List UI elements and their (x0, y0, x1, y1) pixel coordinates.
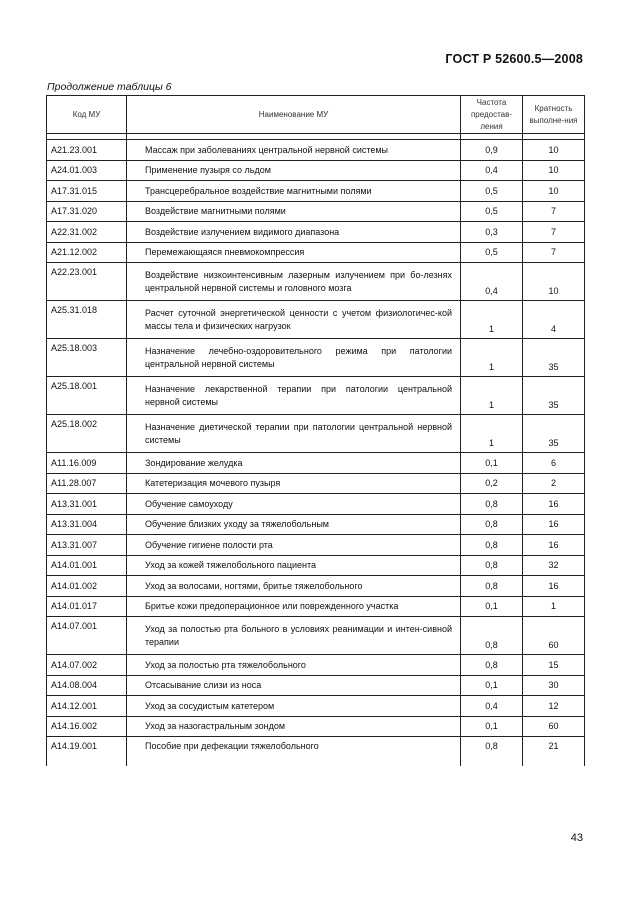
multiplicity-value: 7 (523, 222, 585, 243)
service-name: Обучение близких уходу за тяжелобольным (127, 514, 461, 535)
multiplicity-value: 10 (523, 140, 585, 161)
service-code: A24.01.003 (47, 160, 127, 181)
frequency-value: 0,5 (461, 181, 523, 202)
service-code: A13.31.001 (47, 494, 127, 515)
service-name: Массаж при заболеваниях центральной нервной системы (127, 140, 461, 161)
frequency-value: 0,1 (461, 716, 523, 737)
service-name: Бритье кожи предоперационное или поврежденного участка (127, 596, 461, 617)
standard-designation: ГОСТ Р 52600.5—2008 (445, 52, 583, 66)
frequency-value: 0,8 (461, 576, 523, 597)
table-caption: Продолжение таблицы 6 (47, 81, 172, 93)
multiplicity-value: 32 (523, 555, 585, 576)
multiplicity-value: 16 (523, 514, 585, 535)
multiplicity-value: 35 (523, 377, 585, 415)
service-code: A14.12.001 (47, 696, 127, 717)
frequency-value: 0,9 (461, 140, 523, 161)
service-name: Назначение диетической терапии при патологии центральной нервной системы (127, 415, 461, 453)
service-code: A11.16.009 (47, 453, 127, 474)
table-row (47, 140, 585, 161)
frequency-value: 0,8 (461, 737, 523, 767)
table-row (47, 514, 585, 535)
frequency-value: 0,8 (461, 655, 523, 676)
service-name: Зондирование желудка (127, 453, 461, 474)
multiplicity-value: 30 (523, 675, 585, 696)
service-name: Назначение лекарственной терапии при патологии центральной нервной системы (127, 377, 461, 415)
service-code: A14.01.002 (47, 576, 127, 597)
table-row (47, 596, 585, 617)
service-code: A13.31.004 (47, 514, 127, 535)
multiplicity-value: 6 (523, 453, 585, 474)
frequency-value: 0,8 (461, 555, 523, 576)
service-name: Уход за сосудистым катетером (127, 696, 461, 717)
service-code: A25.31.018 (47, 301, 127, 339)
multiplicity-value: 7 (523, 201, 585, 222)
multiplicity-value: 60 (523, 716, 585, 737)
table-row (47, 535, 585, 556)
frequency-value: 0,5 (461, 201, 523, 222)
service-name: Трансцеребральное воздействие магнитными полями (127, 181, 461, 202)
service-name: Перемежающаяся пневмокомпрессия (127, 242, 461, 263)
service-name: Воздействие излучением видимого диапазона (127, 222, 461, 243)
service-code: A14.01.017 (47, 596, 127, 617)
frequency-value: 1 (461, 415, 523, 453)
multiplicity-value: 15 (523, 655, 585, 676)
table-row (47, 201, 585, 222)
service-code: A14.16.002 (47, 716, 127, 737)
frequency-value: 0,4 (461, 696, 523, 717)
multiplicity-value: 21 (523, 737, 585, 767)
frequency-value: 0,8 (461, 494, 523, 515)
table-row (47, 617, 585, 655)
service-name: Обучение гигиене полости рта (127, 535, 461, 556)
multiplicity-value: 2 (523, 473, 585, 494)
multiplicity-value: 7 (523, 242, 585, 263)
service-name: Воздействие низкоинтенсивным лазерным излучением при бо-лезнях центральной нервной системы и головного мозга (127, 263, 461, 301)
service-code: A25.18.002 (47, 415, 127, 453)
frequency-value: 0,3 (461, 222, 523, 243)
table-row (47, 655, 585, 676)
frequency-value: 0,8 (461, 535, 523, 556)
table-row (47, 160, 585, 181)
frequency-value: 0,1 (461, 453, 523, 474)
service-code: A14.07.001 (47, 617, 127, 655)
multiplicity-value: 35 (523, 415, 585, 453)
service-name: Расчет суточной энергетической ценности с учетом физиологичес-кой массы тела и физических нагрузок (127, 301, 461, 339)
multiplicity-value: 12 (523, 696, 585, 717)
service-code: A22.23.001 (47, 263, 127, 301)
page-number: 43 (570, 832, 583, 844)
frequency-value: 1 (461, 339, 523, 377)
service-code: A21.23.001 (47, 140, 127, 161)
multiplicity-value: 10 (523, 263, 585, 301)
service-code: A25.18.001 (47, 377, 127, 415)
service-code: A17.31.020 (47, 201, 127, 222)
table-row (47, 576, 585, 597)
service-code: A14.07.002 (47, 655, 127, 676)
service-code: A14.19.001 (47, 737, 127, 767)
table-row (47, 377, 585, 415)
table-row (47, 301, 585, 339)
service-name: Отсасывание слизи из носа (127, 675, 461, 696)
table-row (47, 242, 585, 263)
frequency-value: 0,2 (461, 473, 523, 494)
multiplicity-value: 60 (523, 617, 585, 655)
multiplicity-value: 1 (523, 596, 585, 617)
service-name: Обучение самоуходу (127, 494, 461, 515)
service-code: A17.31.015 (47, 181, 127, 202)
service-code: A21.12.002 (47, 242, 127, 263)
table-row (47, 696, 585, 717)
service-code: A25.18.003 (47, 339, 127, 377)
table-row (47, 263, 585, 301)
service-name: Катетеризация мочевого пузыря (127, 473, 461, 494)
multiplicity-value: 35 (523, 339, 585, 377)
frequency-value: 0,8 (461, 617, 523, 655)
frequency-value: 0,1 (461, 596, 523, 617)
column-header-code: Код МУ (47, 96, 127, 134)
service-name: Уход за волосами, ногтями, бритье тяжелобольного (127, 576, 461, 597)
table-row (47, 339, 585, 377)
table-row (47, 716, 585, 737)
column-header-name: Наименование МУ (127, 96, 461, 134)
table-row (47, 675, 585, 696)
service-name: Пособие при дефекации тяжелобольного (127, 737, 461, 767)
table-row (47, 222, 585, 243)
table-body (47, 134, 585, 767)
service-name: Уход за кожей тяжелобольного пациента (127, 555, 461, 576)
table-row (47, 555, 585, 576)
multiplicity-value: 16 (523, 535, 585, 556)
frequency-value: 0,1 (461, 675, 523, 696)
services-table (46, 95, 585, 766)
service-name: Применение пузыря со льдом (127, 160, 461, 181)
table-row (47, 415, 585, 453)
multiplicity-value: 16 (523, 494, 585, 515)
service-name: Назначение лечебно-оздоровительного режима при патологии центральной нервной системы (127, 339, 461, 377)
multiplicity-value: 16 (523, 576, 585, 597)
frequency-value: 0,5 (461, 242, 523, 263)
table-row (47, 181, 585, 202)
service-code: A11.28.007 (47, 473, 127, 494)
multiplicity-value: 10 (523, 181, 585, 202)
frequency-value: 0,8 (461, 514, 523, 535)
table-row (47, 453, 585, 474)
multiplicity-value: 4 (523, 301, 585, 339)
service-code: A14.08.004 (47, 675, 127, 696)
frequency-value: 1 (461, 377, 523, 415)
column-header-frequency: Частота предостав-ления (461, 96, 523, 134)
frequency-value: 0,4 (461, 263, 523, 301)
table-row (47, 473, 585, 494)
service-name: Уход за полостью рта больного в условиях реанимации и интен-сивной терапии (127, 617, 461, 655)
service-name: Уход за назогастральным зондом (127, 716, 461, 737)
service-code: A14.01.001 (47, 555, 127, 576)
frequency-value: 0,4 (461, 160, 523, 181)
service-name: Уход за полостью рта тяжелобольного (127, 655, 461, 676)
table-row (47, 494, 585, 515)
service-code: A22.31.002 (47, 222, 127, 243)
multiplicity-value: 10 (523, 160, 585, 181)
table-header-row (47, 96, 585, 134)
service-code: A13.31.007 (47, 535, 127, 556)
column-header-multiplicity: Кратность выполне-ния (523, 96, 585, 134)
table-row (47, 737, 585, 767)
service-name: Воздействие магнитными полями (127, 201, 461, 222)
frequency-value: 1 (461, 301, 523, 339)
